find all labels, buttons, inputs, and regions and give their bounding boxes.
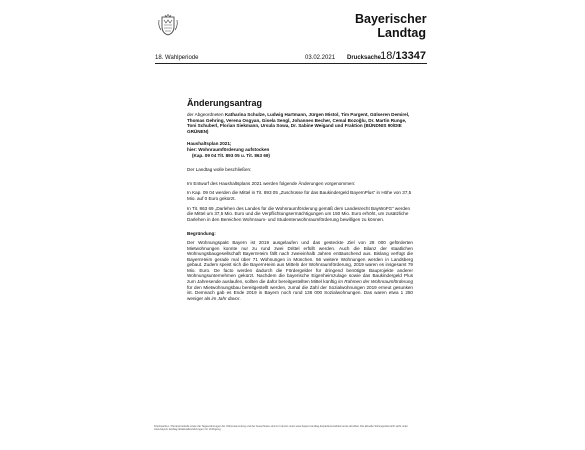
- budget-line-3: (Kap. 09 04 Tit. 893 05 u. Tit. 863 69): [192, 152, 270, 158]
- brand-line-1: Bayerischer: [355, 12, 427, 26]
- document-number-value: 13347: [395, 50, 426, 62]
- authors: [187, 112, 413, 134]
- legislative-period: 18. Wahlperiode: [155, 55, 199, 61]
- change-item-1: In Kap. 09 04 werden die Mittel in Tit. 893 05 „Zuschüsse für das Baukindergeld BayernPlus“ in Höhe von 37,5 Mio. auf 0 Euro gekürzt.: [187, 190, 412, 201]
- reason-text-1: Der Wohnungspakt Bayern ist 2019 ausgelaufen und das gesteckte Ziel von 28 000 geförderten Mietwohnungen konnte nur zu rund zwei Drittel erfüllt werden. Auch die Bilanz der staatlichen Wohnungsbaugesellschaft BayernHeim fällt nach zweieinhalb Jahren enttäuschend aus. Bislang verfügt die BayernHeim gerade mal über 71 Wohnungen in München. 56 weitere Wohnungen werden in Landsberg gebaut. Zudem speist sich die BayernHeim aus Mitteln der Wohnraumförderung, 2019 waren es insgesamt 79 Mio. Euro. De facto werden dadurch die Fördergelder für dringend benötigte Bauprojekte anderer Wohnungsunternehmen gekürzt. Nachdem die bayerische Eigenheimzulage sowie das Baukindergeld Plus zum Jahresende auslaufen, sollten die dafür bereitgestellten Mittel künftig: [187, 239, 413, 285]
- brand-wordmark: [355, 12, 426, 40]
- footer-note: Drucksachen, Plenarprotokolle sowie die Tagesordnungen der Vollversammlung und der Ausschüsse sind im Internet unter www.bayern.landtag.de/parlament/dokumente abrufbar. Die aktuelle Sitzungsübersicht steht unter www.bayern.landtag.de/aktuelles/sitzungen zur Verfügung.: [154, 425, 408, 432]
- document-type-label: Drucksache: [347, 55, 382, 61]
- reason-emphasis-1: im Rahmen der Wohnraumförderung: [338, 279, 414, 285]
- brand-line-2: Landtag: [377, 26, 426, 40]
- reason-text-end: .: [239, 295, 241, 301]
- intro-paragraph: Im Entwurf des Haushaltsplans 2021 werden folgende Änderungen vorgenommen:: [187, 180, 356, 186]
- reason-heading: Begründung:: [187, 231, 216, 237]
- document-body: [187, 98, 413, 301]
- budget-line-2: hier: Wohnraumförderung aufstocken: [187, 146, 270, 152]
- document-title: Änderungsantrag: [187, 98, 263, 108]
- document-number-prefix: 18/: [380, 50, 396, 62]
- document-number: [155, 50, 426, 62]
- authors-lead: der Abgeordneten: [187, 112, 224, 117]
- bavarian-coat-of-arms-icon: [157, 14, 179, 37]
- header-divider: [155, 63, 427, 64]
- reason-text-2: für den Mietwohnungsbau bereitgestellt werden, zumal die Zahl der Sozialwohnungen 2019 erneut gesunken ist. Demnach gab es Ende 2019 in Bayern noch rund 136 000 Sozialwohnungen. Das waren etwa 1 250 weniger als: [187, 284, 413, 301]
- reason-emphasis-2: im Jahr davor: [211, 295, 240, 301]
- document-header: [155, 52, 426, 62]
- document-date: 03.02.2021: [305, 55, 336, 61]
- authors-list: Katharina Schulze, Ludwig Hartmann, Jürgen Mistol, Tim Pargent, Gülseren Demirel, Thomas Gehring, Verena Osgyan, Gisela Sengl, Johannes Becher, Cemal Bozoğlu, Dr. Martin Runge, Toni Schuberl, Florian Siekmann, Ursula Sowa, Dr. Sabine Weigand und Fraktion (BÜNDNIS 90/DIE GRÜNEN): [187, 112, 410, 134]
- budget-line-1: Haushaltsplan 2021;: [187, 141, 232, 147]
- reason-paragraph: [187, 240, 413, 302]
- resolution-text: Der Landtag wolle beschließen:: [187, 167, 252, 173]
- change-item-2: In Tit. 863 69 „Darlehen des Landes für die Wohnraumförderung gemäß dem Landesrecht BayWoFG“ werden die Mittel um 37,5 Mio. Euro und die Verpflichtungsermächtigungen um 150 Mio. Euro erhöht, um zusätzliche Darlehen in den Bereichen Wohnraum- und Studentenwohnraumförderung bewilligen zu können.: [187, 205, 411, 222]
- budget-reference: [187, 141, 413, 158]
